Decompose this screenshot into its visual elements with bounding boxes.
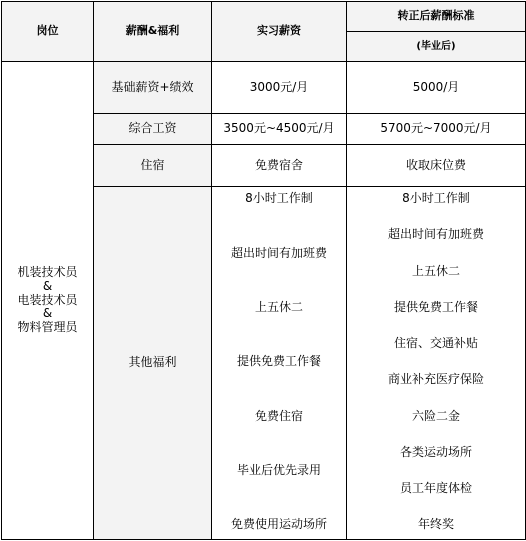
intern-benefits-list — [212, 188, 346, 538]
intern-benefit-item: 8小时工作制 — [245, 191, 313, 206]
regular-benefit-item: 提供免费工作餐 — [393, 299, 478, 314]
intern-benefit-item: 免费住宿 — [254, 408, 303, 423]
item-housing: 住宿 — [94, 145, 212, 187]
position-material-mgr: 物料管理员 — [17, 320, 78, 335]
intern-benefit-item: 毕业后优先录用 — [236, 462, 321, 477]
item-total-wage: 综合工资 — [94, 114, 212, 145]
intern-base-salary: 3000元/月 — [212, 62, 347, 114]
position-elec-tech: 电装技术员 — [17, 292, 78, 307]
regular-benefits-list — [347, 188, 525, 538]
intern-benefits-cell — [212, 187, 347, 540]
position-amp-1: & — [42, 278, 53, 293]
intern-benefit-item: 提供免费工作餐 — [236, 354, 321, 369]
regular-total-wage: 5700元~7000元/月 — [347, 114, 526, 145]
intern-benefit-item: 超出时间有加班费 — [230, 245, 327, 260]
header-salary-benefit: 薪酬&福利 — [94, 2, 212, 62]
regular-benefit-item: 商业补充医疗保险 — [387, 372, 484, 387]
regular-benefits-cell — [347, 187, 526, 540]
intern-benefit-item: 上五休二 — [254, 299, 303, 314]
position-amp-2: & — [42, 306, 53, 321]
regular-benefit-item: 各类运动场所 — [399, 444, 472, 459]
regular-benefit-item: 8小时工作制 — [402, 191, 470, 206]
regular-benefit-item: 超出时间有加班费 — [387, 227, 484, 242]
intern-housing: 免费宿舍 — [212, 145, 347, 187]
header-regular-note: (毕业后) — [416, 40, 456, 52]
intern-total-wage: 3500元~4500元/月 — [212, 114, 347, 145]
intern-benefit-item: 免费使用运动场所 — [230, 517, 327, 532]
salary-benefits-table — [1, 1, 526, 540]
row-base-salary — [2, 62, 526, 114]
regular-base-salary: 5000/月 — [347, 62, 526, 114]
position-mech-tech: 机装技术员 — [17, 265, 78, 280]
positions-stack — [2, 266, 93, 335]
header-position: 岗位 — [2, 2, 94, 62]
regular-benefit-item: 上五休二 — [411, 263, 460, 278]
item-other-benefits: 其他福利 — [94, 187, 212, 540]
positions-cell — [2, 62, 94, 540]
regular-benefit-item: 员工年度体检 — [399, 481, 472, 496]
header-regular-standard — [347, 2, 526, 62]
header-row — [2, 2, 526, 62]
header-intern-salary: 实习薪资 — [212, 2, 347, 62]
regular-benefit-item: 年终奖 — [417, 517, 454, 532]
regular-benefit-item: 住宿、交通补贴 — [393, 336, 478, 351]
regular-housing: 收取床位费 — [347, 145, 526, 187]
item-base-salary: 基础薪资+绩效 — [94, 62, 212, 114]
header-regular-title: 转正后薪酬标准 — [347, 3, 525, 33]
regular-benefit-item: 六险二金 — [411, 408, 460, 423]
